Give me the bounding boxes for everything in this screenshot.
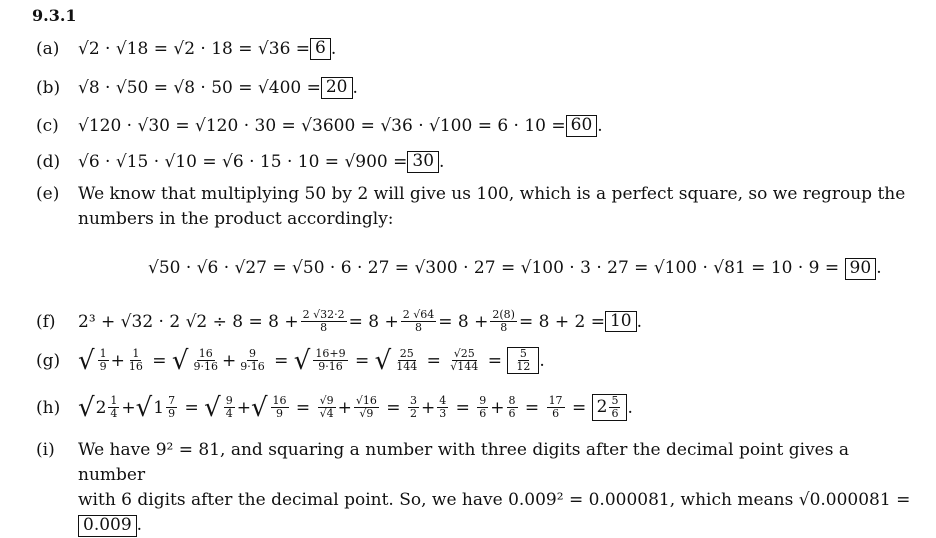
fraction: $\frac{2 √32\cdot 2}{8}$ xyxy=(302,308,345,335)
problem-label: (i) xyxy=(36,440,55,460)
text-line: with 6 digits after the decimal point. So, we have 0.009² = 0.000081, which means √0.000081 = xyxy=(78,490,911,510)
text-line: We have 9² = 81, and squaring a number with three digits after the decimal point gives a number xyxy=(78,440,849,485)
answer-box: 60 xyxy=(566,115,598,137)
answer-box: 0.009 xyxy=(78,515,137,537)
answer-box: 20 xyxy=(321,77,353,99)
answer-box: 10 xyxy=(605,311,637,333)
fraction: $\frac{2(8)}{8}$ xyxy=(492,308,515,335)
equation: √120 · √30 = √120 · 30 = √3600 = √36 · √100 = 6 · 10 = xyxy=(78,115,566,136)
problem-b: (b) √8 · √50 = √8 · 50 = √400 = 20 . xyxy=(36,77,358,98)
equation: √6 · √15 · √10 = √6 · 15 · 10 = √900 = xyxy=(78,151,408,172)
problem-label: (g) xyxy=(36,350,61,371)
answer-box: 2 $\frac{5}{6}$ xyxy=(592,394,628,421)
fraction: $\frac{√25}{√144}$ xyxy=(450,347,479,374)
section-number: 9.3.1 xyxy=(32,6,77,25)
problem-label: (c) xyxy=(36,115,59,136)
problem-i-text: We have 9² = 81, and squaring a number with three digits after the decimal point gives a number with 6 digits after the decimal point. So, we have 0.009² = 0.000081, which means √0.000081 = 0.009 . xyxy=(78,438,918,538)
problem-c: (c) √120 · √30 = √120 · 30 = √3600 = √36 · √100 = 6 · 10 = 60 . xyxy=(36,115,603,136)
equation-part: = 8 + 2 = xyxy=(518,311,605,332)
problem-g: (g) √ $\frac{1}{9}$ + $\frac{1}{16}$ = √ $\frac{16}{9\cdot 16}$ + $\frac{9}{9\cdot 16}$ = √ $\frac{16+9}{9\cdot 16}$ = √ $\frac{25}{144}$ = $\frac{√25}{√144}$ = $\frac{5}{12}$ . xyxy=(36,345,545,376)
fraction: $\frac{25}{144}$ xyxy=(396,347,418,374)
equation: √8 · √50 = √8 · 50 = √400 = xyxy=(78,77,321,98)
problem-i-label-row xyxy=(36,440,78,460)
problem-label: (d) xyxy=(36,151,61,172)
problem-label: (e) xyxy=(36,184,60,204)
fraction: $\frac{16}{9\cdot 16}$ xyxy=(193,347,218,374)
answer-box: 90 xyxy=(845,258,877,280)
fraction: $\frac{16+9}{9\cdot 16}$ xyxy=(315,347,346,374)
fraction: $\frac{1}{9}$ xyxy=(99,347,107,374)
equation: √2 · √18 = √2 · 18 = √36 = xyxy=(78,38,311,59)
fraction: $\frac{9}{9\cdot 16}$ xyxy=(240,347,265,374)
problem-h: (h) √ 2 $\frac{1}{4}$ + √ 1 $\frac{7}{9}$ = √ $\frac{9}{4}$ + √ $\frac{16}{9}$ = $\frac{√9}{√4}$ + $\frac{√16}{√9}$ = $\frac{3}{2}$ + $\frac{4}{3}$ = $\frac{9}{6}$ + $\frac{8}{6}$ = $\frac{17}{6}$ = 2 $\frac{5}{6}$ . xyxy=(36,392,633,423)
fraction: $\frac{2 √64}{8}$ xyxy=(402,308,435,335)
problem-label: (a) xyxy=(36,38,60,59)
answer-box: 6 xyxy=(310,38,331,60)
equation-part: = 8 + xyxy=(348,311,399,332)
equation-part: = 8 + xyxy=(438,311,489,332)
answer-box: 30 xyxy=(407,151,439,173)
problem-d: (d) √6 · √15 · √10 = √6 · 15 · 10 = √900 = 30 . xyxy=(36,151,445,172)
problem-e-equation: √50 · √6 · √27 = √50 · 6 · 27 = √300 · 27 = √100 · 3 · 27 = √100 · √81 = 10 · 9 = 90 . xyxy=(148,258,882,278)
problem-e-label-row xyxy=(36,184,78,204)
equation: √50 · √6 · √27 = √50 · 6 · 27 = √300 · 27 = √100 · 3 · 27 = √100 · √81 = 10 · 9 = xyxy=(148,258,845,278)
problem-f: (f) 2³ + √32 · 2 √2 ÷ 8 = 8 + $\frac{2 √32\cdot 2}{8}$ = 8 + $\frac{2 √64}{8}$ = 8 + $\frac{2(8)}{8}$ = 8 + 2 = 10 . xyxy=(36,308,643,335)
problem-label: (f) xyxy=(36,311,56,332)
problem-a: (a) √2 · √18 = √2 · 18 = √36 = 6 . xyxy=(36,38,337,59)
equation-start: 2³ + √32 · 2 √2 ÷ 8 = 8 + xyxy=(78,311,299,332)
problem-e-text: We know that multiplying 50 by 2 will give us 100, which is a perfect square, so we regroup the numbers in the product accordingly: xyxy=(78,184,906,229)
problem-label: (b) xyxy=(36,77,61,98)
answer-box: $\frac{5}{12}$ xyxy=(507,347,539,374)
problem-label: (h) xyxy=(36,397,61,418)
fraction: $\frac{1}{16}$ xyxy=(128,347,143,374)
